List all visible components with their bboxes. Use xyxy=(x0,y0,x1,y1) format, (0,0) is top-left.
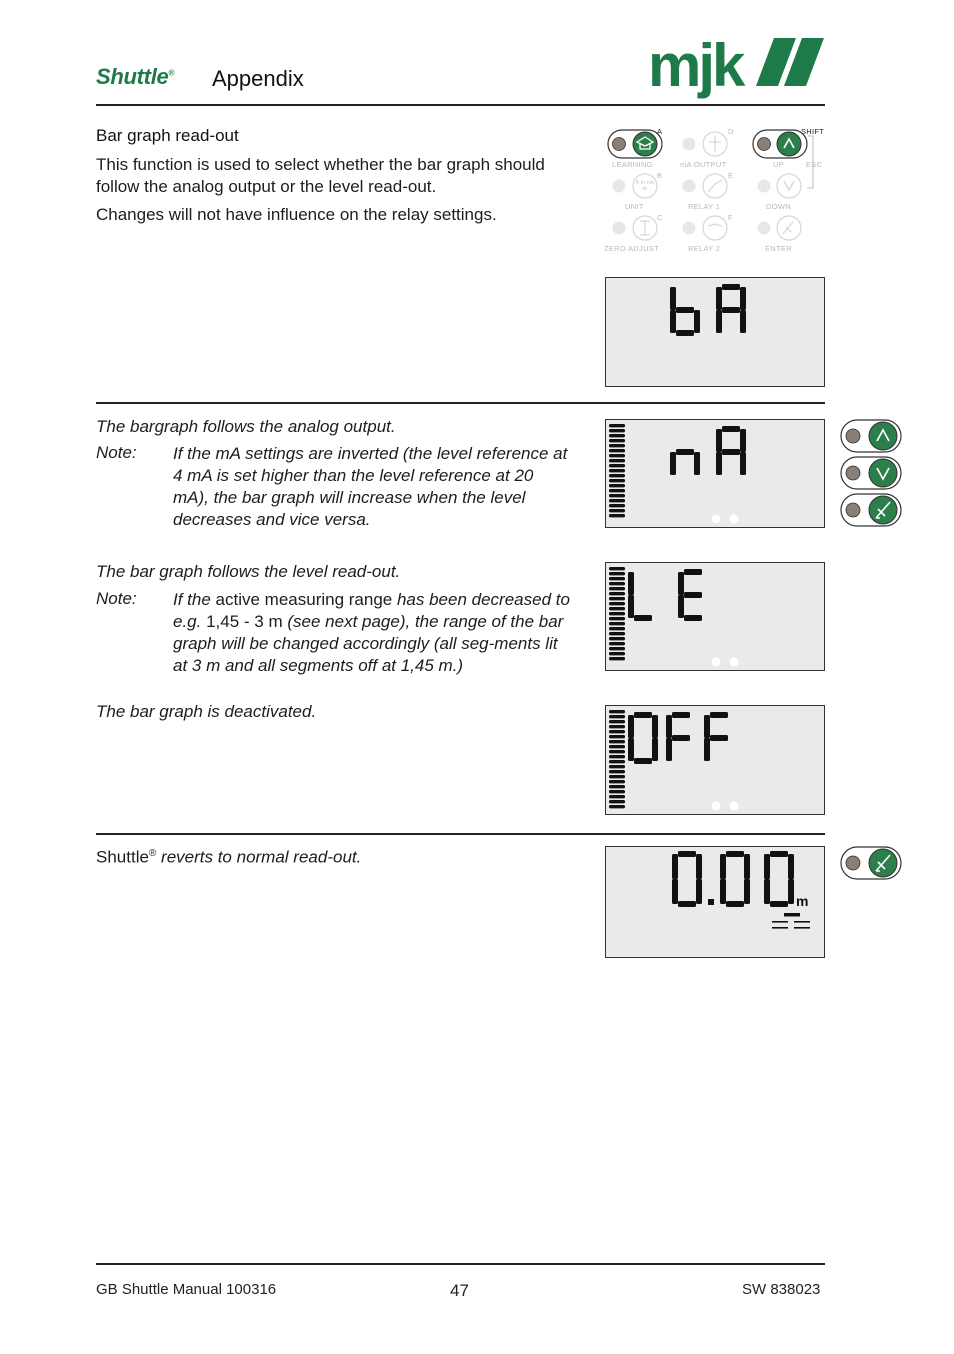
bargraph-segment xyxy=(609,657,625,660)
bargraph-segment xyxy=(609,627,625,630)
segment-b xyxy=(652,715,658,738)
footer-rule xyxy=(96,1263,825,1265)
segment-a xyxy=(722,284,740,290)
indicator-dot xyxy=(730,658,739,667)
bargraph-segment xyxy=(609,439,625,442)
segment-d xyxy=(678,901,696,907)
key-label-up: UP xyxy=(773,160,785,169)
zero-adjust-key[interactable] xyxy=(613,216,658,240)
bargraph-segment xyxy=(609,464,625,467)
segment-d xyxy=(634,758,652,764)
intro-paragraph-1: This function is used to select whether the bar graph should follow the analog output or the level read-out. xyxy=(96,155,545,196)
bargraph-segment xyxy=(609,504,625,507)
bargraph-segment xyxy=(609,755,625,758)
segment-f xyxy=(716,287,722,310)
segment-b xyxy=(740,429,746,452)
bargraph-segment xyxy=(609,489,625,492)
bargraph-segment xyxy=(609,479,625,482)
bargraph-segment xyxy=(609,572,625,575)
segment-e xyxy=(720,879,726,904)
bargraph-segment xyxy=(609,597,625,600)
bargraph-segment xyxy=(609,795,625,798)
footer-software: SW 838023 xyxy=(742,1281,821,1298)
segment-g xyxy=(676,307,694,313)
shift-label: SHIFT xyxy=(801,127,825,136)
decimal-point xyxy=(708,899,714,905)
segment-c xyxy=(652,738,658,761)
level-indicator-line xyxy=(772,921,788,923)
segment-g xyxy=(722,449,740,455)
segment-f xyxy=(716,429,722,452)
key-label-unit: UNIT xyxy=(625,202,644,211)
segment-g xyxy=(676,449,694,455)
indicator-dot xyxy=(712,515,721,524)
section-heading: Bar graph read-out xyxy=(96,126,239,145)
option-analog-note: If the mA settings are inverted (the level reference at 4 mA is set higher than the level reference at 20 mA), the bar graph will increase when the level decreases and vice versa. xyxy=(173,444,568,529)
side-down-key[interactable] xyxy=(840,455,902,491)
segment-d xyxy=(770,901,788,907)
bargraph-segment xyxy=(609,637,625,640)
segment-e xyxy=(628,595,634,618)
level-indicator-line xyxy=(794,921,810,923)
footer-manual: GB Shuttle Manual 100316 xyxy=(96,1281,277,1298)
segment-c xyxy=(696,879,702,904)
bargraph-segment xyxy=(609,444,625,447)
segment-b xyxy=(696,854,702,879)
segment-a xyxy=(726,851,744,857)
option-analog-note-label: Note: xyxy=(96,443,137,462)
bargraph-segment xyxy=(609,642,625,645)
key-letter-c: C xyxy=(657,213,663,222)
learning-key[interactable] xyxy=(608,130,662,158)
relay-1-key[interactable] xyxy=(683,174,728,198)
display-ba xyxy=(605,277,825,387)
segment-e xyxy=(670,452,676,475)
bargraph-segment xyxy=(609,587,625,590)
segment-g xyxy=(684,592,702,598)
bargraph-segment xyxy=(609,607,625,610)
segment-g xyxy=(710,735,728,741)
segment-a xyxy=(678,851,696,857)
enter-key[interactable] xyxy=(758,216,802,240)
display-le xyxy=(605,562,825,671)
segment-a xyxy=(770,851,788,857)
level-indicator-line xyxy=(784,913,800,917)
bargraph-segment xyxy=(609,780,625,783)
bargraph-segment xyxy=(609,499,625,502)
segment-f xyxy=(670,287,676,310)
option-analog-text: The bargraph follows the analog output. xyxy=(96,417,396,436)
key-label-down: DOWN xyxy=(766,202,791,211)
bargraph-segment xyxy=(609,805,625,808)
bargraph-segment xyxy=(609,765,625,768)
key-letter-e: E xyxy=(728,171,734,180)
segment-c xyxy=(694,452,700,475)
display-unit: m xyxy=(796,893,809,909)
segment-d xyxy=(684,615,702,621)
keypad-diagram xyxy=(603,126,828,256)
intro-paragraph-2: Changes will not have influence on the relay settings. xyxy=(96,205,497,224)
segment-f xyxy=(678,572,684,595)
revert-enter-key[interactable] xyxy=(840,845,902,881)
display-ma xyxy=(605,419,825,528)
bargraph-segment xyxy=(609,785,625,788)
bargraph-segment xyxy=(609,622,625,625)
down-key[interactable] xyxy=(758,174,802,198)
bargraph-segment xyxy=(609,770,625,773)
key-label-enter: ENTER xyxy=(765,244,792,253)
segment-e xyxy=(666,738,672,761)
segment-e xyxy=(672,879,678,904)
key-letter-b: B xyxy=(657,171,663,180)
segment-c xyxy=(694,310,700,333)
bargraph-segment xyxy=(609,790,625,793)
segment-c xyxy=(788,879,794,904)
bargraph-segment xyxy=(609,449,625,452)
segment-f xyxy=(628,572,634,595)
segment-f xyxy=(628,715,634,738)
segment-e xyxy=(670,310,676,333)
segment-b xyxy=(788,854,794,879)
display-off xyxy=(605,705,825,815)
segment-f xyxy=(704,715,710,738)
segment-a xyxy=(722,426,740,432)
level-indicator-line xyxy=(772,927,788,929)
segment-a xyxy=(710,712,728,718)
segment-g xyxy=(672,735,690,741)
option-off-text: The bar graph is deactivated. xyxy=(96,702,317,721)
bargraph-segment xyxy=(609,775,625,778)
segment-e xyxy=(716,452,722,475)
segment-d xyxy=(676,330,694,336)
bargraph-segment xyxy=(609,617,625,620)
bargraph-segment xyxy=(609,715,625,718)
key-label-relay-1: RELAY 1 xyxy=(688,202,721,211)
segment-e xyxy=(716,310,722,333)
bargraph-segment xyxy=(609,750,625,753)
brand-name: Shuttle® xyxy=(96,64,175,89)
segment-f xyxy=(764,854,770,879)
bargraph-segment xyxy=(609,577,625,580)
segment-e xyxy=(764,879,770,904)
bargraph-segment xyxy=(609,459,625,462)
option-level-note-label: Note: xyxy=(96,589,137,608)
side-enter-key[interactable] xyxy=(840,492,902,528)
bargraph-segment xyxy=(609,602,625,605)
segment-a xyxy=(634,712,652,718)
bargraph-segment xyxy=(609,514,625,517)
bargraph-segment xyxy=(609,494,625,497)
bargraph-segment xyxy=(609,474,625,477)
option-level-text: The bar graph follows the level read-out. xyxy=(96,562,401,581)
segment-b xyxy=(744,854,750,879)
indicator-dot xyxy=(730,802,739,811)
segment-b xyxy=(740,287,746,310)
page-title: Appendix xyxy=(212,66,304,91)
bargraph-segment xyxy=(609,800,625,803)
key-letter-a: A xyxy=(657,127,663,136)
key-label-zero-adjust: ZERO ADJUST xyxy=(604,244,659,253)
level-indicator-line xyxy=(794,927,810,929)
segment-e xyxy=(704,738,710,761)
key-label-relay-2: RELAY 2 xyxy=(688,244,721,253)
bargraph-segment xyxy=(609,469,625,472)
indicator-dot xyxy=(712,802,721,811)
bargraph-segment xyxy=(609,760,625,763)
key-letter-f: F xyxy=(728,213,733,222)
bargraph-segment xyxy=(609,592,625,595)
key-label-esc: ESC xyxy=(806,160,823,169)
bargraph-segment xyxy=(609,434,625,437)
bargraph-segment xyxy=(609,652,625,655)
relay-2-key[interactable] xyxy=(683,216,728,240)
bargraph-segment xyxy=(609,484,625,487)
bargraph-segment xyxy=(609,740,625,743)
bargraph-segment xyxy=(609,725,625,728)
bargraph-segment xyxy=(609,632,625,635)
bargraph-segment xyxy=(609,745,625,748)
segment-a xyxy=(684,569,702,575)
bargraph-segment xyxy=(609,424,625,427)
bargraph-segment xyxy=(609,612,625,615)
bargraph-segment xyxy=(609,582,625,585)
bargraph-segment xyxy=(609,710,625,713)
segment-d xyxy=(726,901,744,907)
header-rule xyxy=(96,104,825,106)
option-level-note: If the active measuring range has been decreased to e.g. 1,45 - 3 m (see next page), the range of the bar graph will be changed accordingly (all seg-ments lit at 3 m and all segments off at 1,45 m.) xyxy=(173,590,570,675)
ma-output-key[interactable] xyxy=(683,132,728,156)
section-rule-1 xyxy=(96,402,825,404)
side-up-key[interactable] xyxy=(840,418,902,454)
bargraph-segment xyxy=(609,720,625,723)
bargraph-segment xyxy=(609,509,625,512)
segment-f xyxy=(672,854,678,879)
segment-c xyxy=(744,879,750,904)
segment-f xyxy=(720,854,726,879)
key-label-learning: LEARNING xyxy=(612,160,653,169)
bargraph-segment xyxy=(609,647,625,650)
up-key[interactable] xyxy=(753,130,807,158)
segment-e xyxy=(678,595,684,618)
bargraph-segment xyxy=(609,567,625,570)
segment-d xyxy=(634,615,652,621)
indicator-dot xyxy=(712,658,721,667)
logo-text: mjk xyxy=(648,32,743,99)
bargraph-segment xyxy=(609,429,625,432)
page-number: 47 xyxy=(450,1281,469,1300)
segment-c xyxy=(740,310,746,333)
bargraph-segment xyxy=(609,454,625,457)
unit-key-text: ft in cm m xyxy=(635,180,655,192)
segment-e xyxy=(628,738,634,761)
revert-text: Shuttle® reverts to normal read-out. xyxy=(96,847,362,867)
segment-c xyxy=(740,452,746,475)
key-letter-d: D xyxy=(728,127,734,136)
display-normal xyxy=(605,846,825,958)
section-rule-2 xyxy=(96,833,825,835)
mjk-logo xyxy=(646,30,826,102)
segment-g xyxy=(722,307,740,313)
bargraph-segment xyxy=(609,730,625,733)
bargraph-segment xyxy=(609,735,625,738)
segment-a xyxy=(672,712,690,718)
segment-f xyxy=(666,715,672,738)
key-label-ma-output: mA OUTPUT xyxy=(680,160,727,169)
indicator-dot xyxy=(730,515,739,524)
